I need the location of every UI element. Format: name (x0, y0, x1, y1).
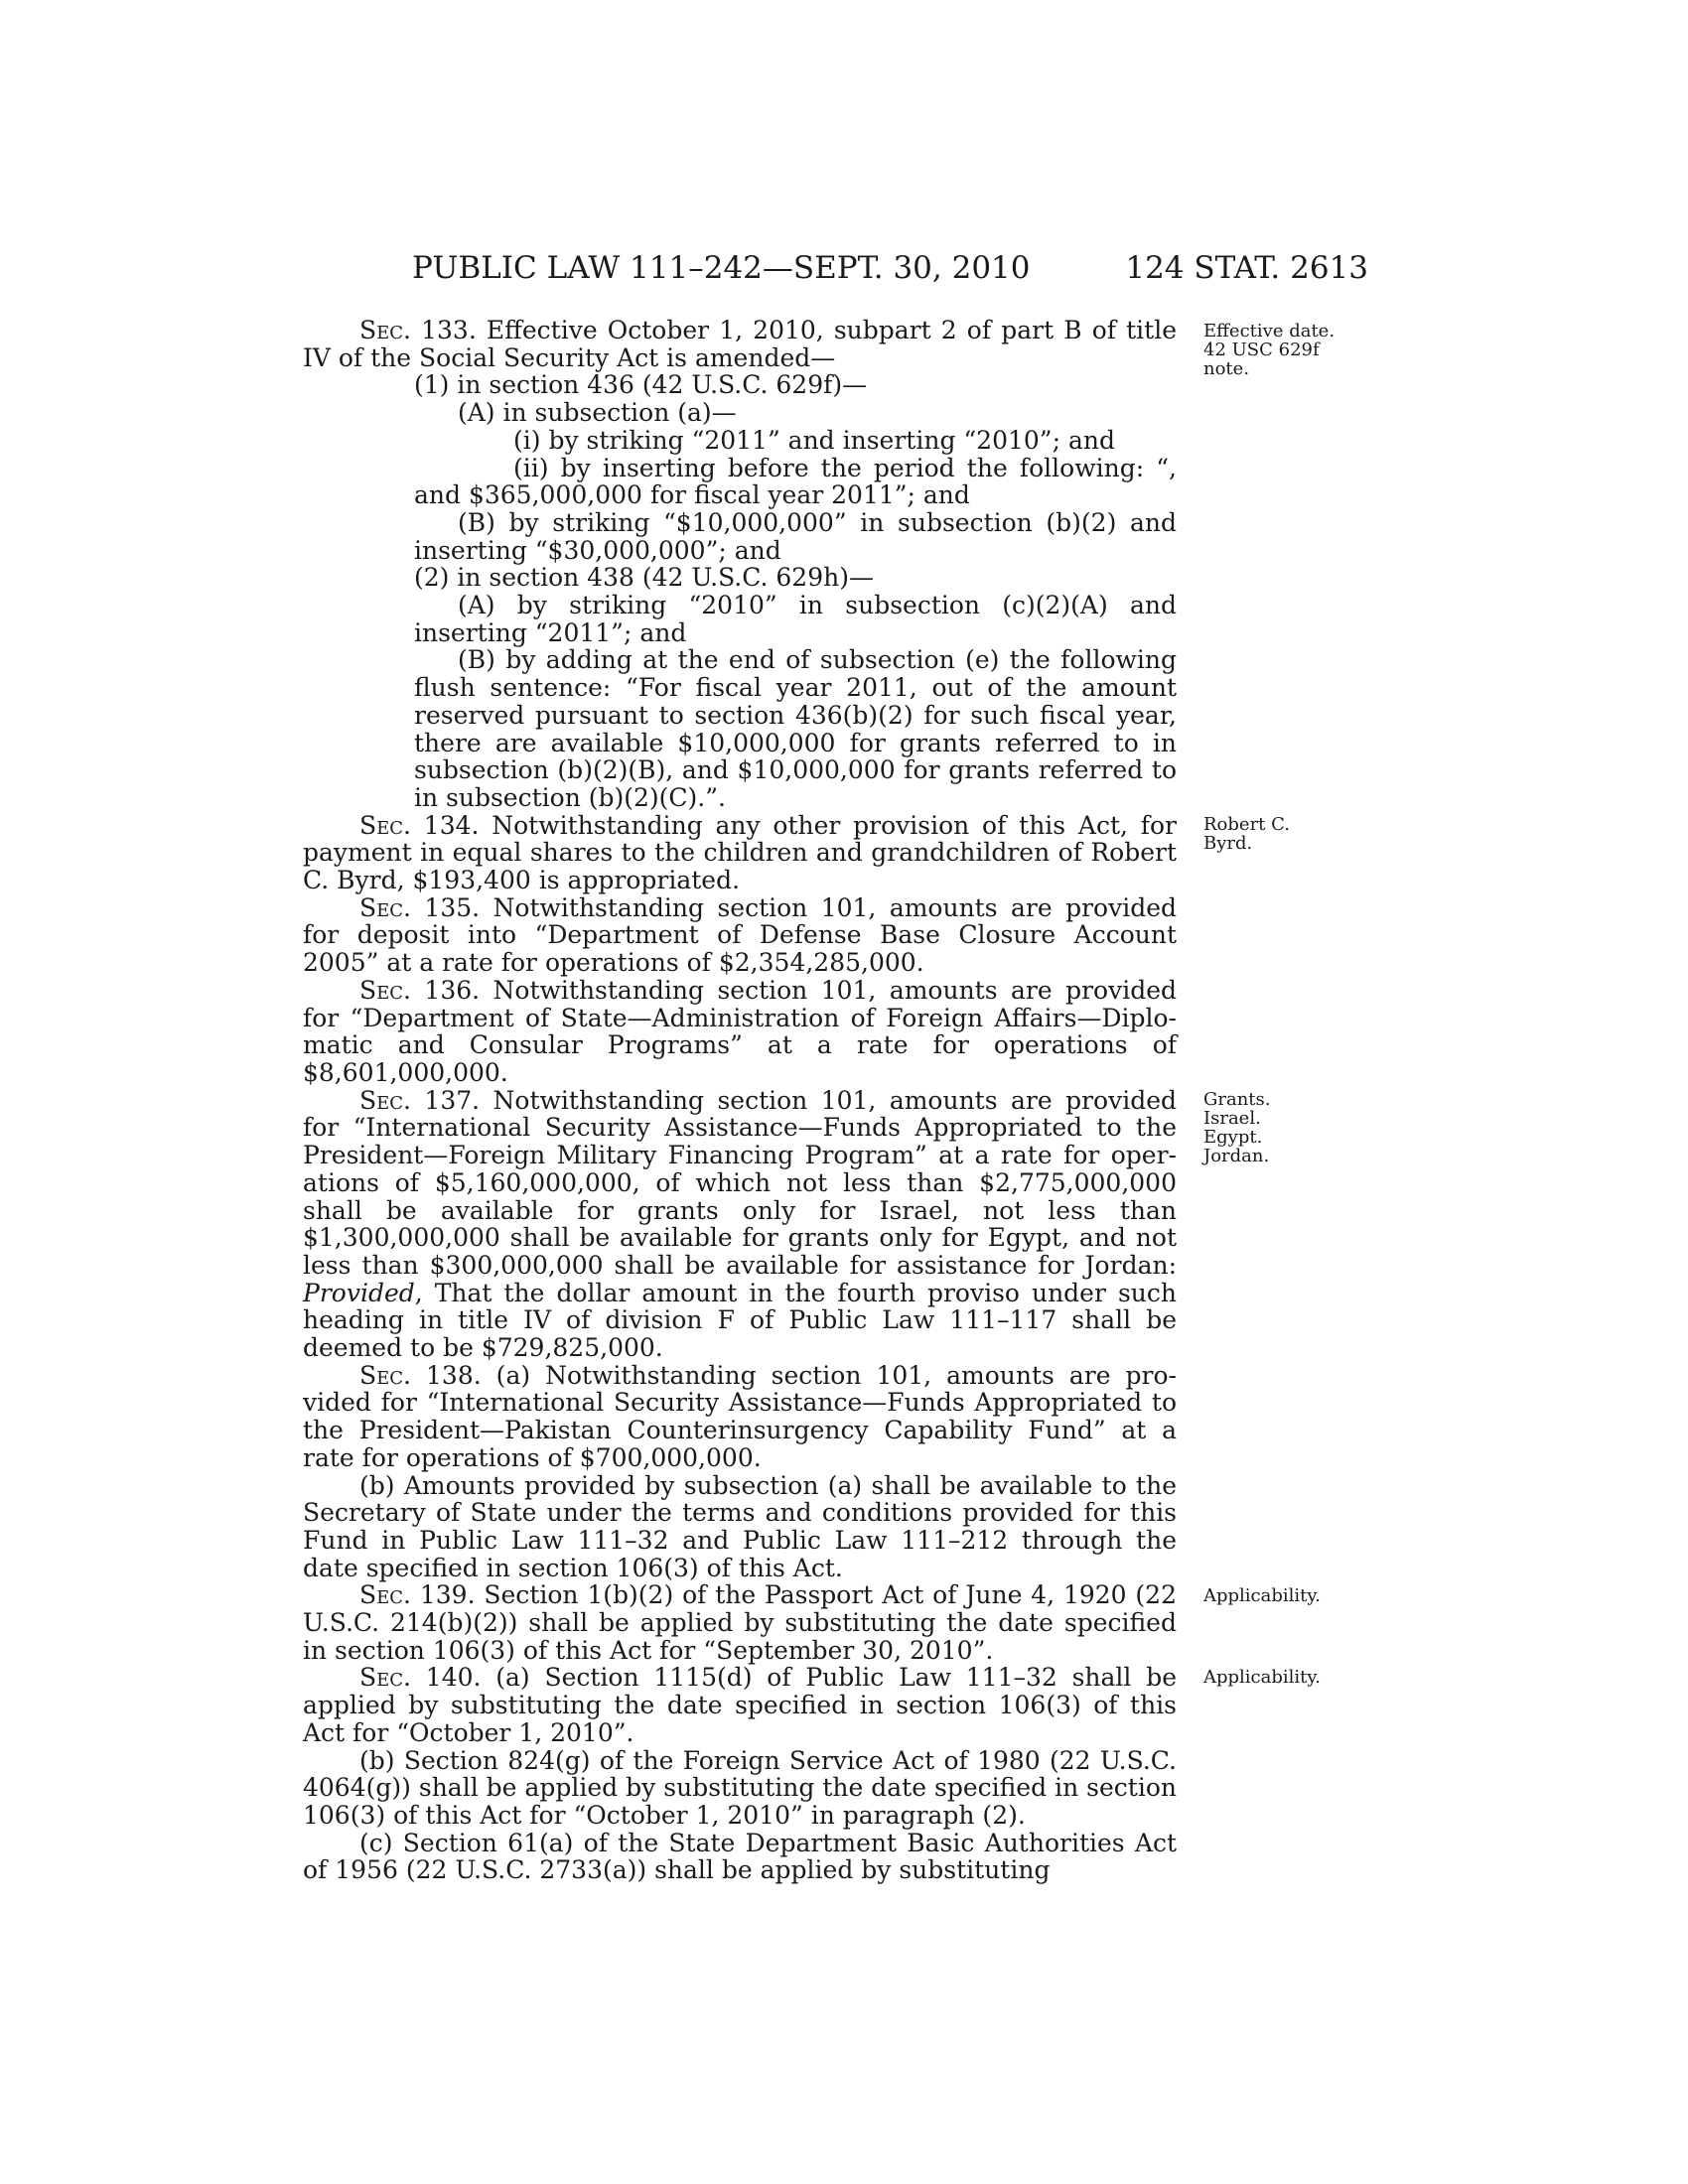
margin-note-applicability-1: Applicability. (1203, 1585, 1321, 1606)
section-133-para-1: (1) in section 436 (42 U.S.C. 629f)— (414, 370, 868, 400)
section-133: Sec. 133. Effective October 1, 2010, subpart 2 of part B of title IV of the Social Security Act is amended— (303, 316, 1177, 372)
header-stat-page: 124 STAT. 2613 (1125, 250, 1368, 286)
section-138a: Sec. 138. (a) Notwithstanding section 101, amounts are pro-vided for “International Security Assistance—Funds Appropriated to the President—Pakistan Counterinsurgency Capability Fund” at a rate for operations of $700,000,000. (303, 1360, 1177, 1472)
section-133-para-1Aii: (ii) by inserting before the period the following: “, and $365,000,000 for fiscal year 2011”; and (414, 453, 1177, 510)
section-135: Sec. 135. Notwithstanding section 101, amounts are provided for deposit into “Department of Defense Base Closure Account 2005” at a rate for operations of $2,354,285,000. (303, 892, 1177, 978)
margin-note-effective-date: Effective date. 42 USC 629f note. (1203, 321, 1336, 379)
margin-note-byrd: Robert C. Byrd. (1203, 814, 1290, 854)
section-139: Sec. 139. Section 1(b)(2) of the Passport Act of June 4, 1920 (22 U.S.C. 214(b)(2)) shall be applied by substituting the date specified in section 106(3) of this Act for “September 30, 2010”. (303, 1580, 1177, 1665)
section-133-para-1B: (B) by striking “$10,000,000” in subsection (b)(2) and inserting “$30,000,000”; and (414, 507, 1177, 565)
margin-note-applicability-2: Applicability. (1203, 1667, 1321, 1688)
proviso-word: Provided (303, 1278, 415, 1307)
section-134: Sec. 134. Notwithstanding any other provision of this Act, for payment in equal shares to the children and grandchildren of Robert C. Byrd, $193,400 is appropriated. (303, 810, 1177, 895)
section-136: Sec. 136. Notwithstanding section 101, amounts are provided for “Department of State—Administration of Foreign Affairs—Diplo-matic and Consular Programs” at a rate for operations of $8,601,000,000. (303, 975, 1177, 1087)
section-133-para-2A: (A) by striking “2010” in subsection (c)(2)(A) and inserting “2011”; and (414, 591, 1177, 647)
running-header (412, 248, 1368, 288)
section-133-para-2: (2) in section 438 (42 U.S.C. 629h)— (414, 563, 874, 593)
body-text (303, 317, 1177, 1884)
margin-note-grants: Grants. Israel. Egypt. Jordan. (1203, 1089, 1271, 1166)
section-138b: (b) Amounts provided by subsection (a) shall be available to the Secretary of State under the terms and conditions provided for this Fund in Public Law 111–32 and Public Law 111–212 through the date specified in section 106(3) of this Act. (303, 1470, 1177, 1582)
section-140c: (c) Section 61(a) of the State Department Basic Authorities Act of 1956 (22 U.S.C. 2733(a)) shall be applied by substituting (303, 1828, 1177, 1885)
section-137: Sec. 137. Notwithstanding section 101, amounts are provided for “International Security Assistance—Funds Appropriated to the President—Foreign Military Financing Program” at a rate for oper-ations of $5,160,000,000, of which not less than $2,775,000,000 shall be available for grants only for Israel, not less than $1,300,000,000 shall be available for grants only for Egypt, and not less than $300,000,000 shall be available for assistance for Jordan: Provided, That the dollar amount in the fourth proviso under such heading in title IV of division F of Public Law 111–117 shall be deemed to be $729,825,000. (303, 1085, 1177, 1363)
section-133-para-1Ai: (i) by striking “2011” and inserting “2010”; and (513, 425, 1115, 455)
section-133-para-2B: (B) by adding at the end of subsection (e) the following flush sentence: “For fiscal year 2011, out of the amount reserved pursuant to section 436(b)(2) for such fiscal year, there are available $10,000,000 for grants referred to in subsection (b)(2)(B), and $10,000,000 for grants referred to in subsection (b)(2)(C).”. (414, 645, 1177, 812)
section-133-para-1A: (A) in subsection (a)— (458, 398, 737, 428)
header-public-law: PUBLIC LAW 111–242—SEPT. 30, 2010 (412, 250, 1031, 286)
section-140a: Sec. 140. (a) Section 1115(d) of Public Law 111–32 shall be applied by substituting the date specified in section 106(3) of this Act for “October 1, 2010”. (303, 1663, 1177, 1747)
section-140b: (b) Section 824(g) of the Foreign Service Act of 1980 (22 U.S.C. 4064(g)) shall be applied by substituting the date specified in section 106(3) of this Act for “October 1, 2010” in paragraph (2). (303, 1745, 1177, 1830)
sec-label: Sec. (359, 316, 411, 344)
